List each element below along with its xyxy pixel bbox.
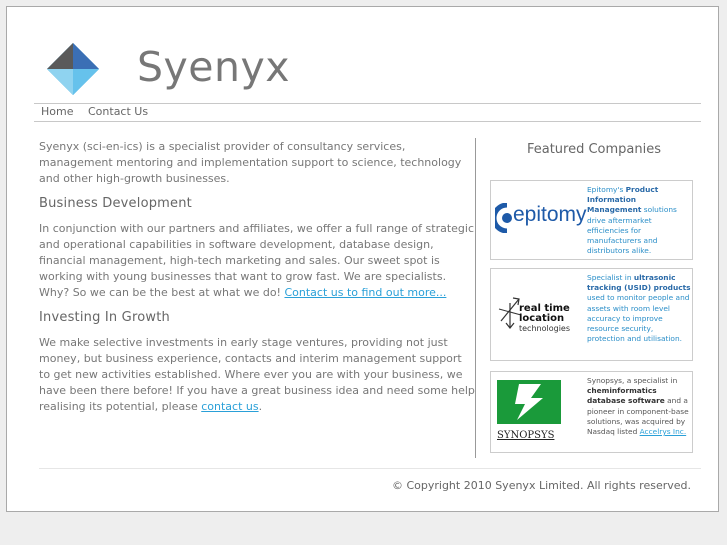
- rtl-logo-line3: technologies: [519, 324, 570, 333]
- contact-us-more-link[interactable]: Contact us to find out more...: [284, 286, 447, 299]
- featured-companies-title: Featured Companies: [526, 142, 662, 157]
- syenyx-logo[interactable]: [45, 41, 291, 101]
- epitomy-logo-text: epitomy: [513, 203, 587, 226]
- copyright-text: © Copyright 2010 Syenyx Limited. All rights reserved.: [391, 479, 691, 492]
- rtl-logo-line1: real time: [519, 303, 570, 314]
- epitomy-desc-pre: Epitomy's: [587, 185, 626, 194]
- synopsys-desc-mid: and a pioneer in component-base solutions, was acquired by Nasdaq listed: [587, 396, 689, 437]
- rtl-description: [587, 273, 691, 344]
- nav-home[interactable]: Home: [41, 105, 74, 118]
- investing-end: .: [258, 400, 263, 413]
- investing-heading: Investing In Growth: [39, 310, 170, 325]
- synopsys-logo[interactable]: [495, 380, 583, 446]
- epitomy-logo[interactable]: [495, 199, 587, 239]
- main-content: [39, 139, 475, 415]
- accelrys-link[interactable]: Accelrys Inc.: [639, 427, 687, 437]
- investing-body: We make selective investments in early stage ventures, providing not just money, but business experience, contacts and interim management support to get new activities established. Where ever you are with your business, we have been there before! If you have a great business idea and need some help realising its potential, please: [39, 336, 475, 413]
- business-body: In conjunction with our partners and affiliates, we offer a full range of strategic and operational capabilities in software development, database design, financial management, high-tech marketing and sales. Our sweet spot is working with young businesses that want to grow fast. We are specialists. Why? So we can be the best at what we do!: [39, 222, 475, 299]
- diamond-logo-icon: [45, 41, 105, 99]
- card-rtl[interactable]: [490, 268, 693, 361]
- synopsys-logo-icon: [497, 380, 563, 424]
- card-synopsys[interactable]: [490, 371, 693, 453]
- intro-text: Syenyx (sci-en-ics) is a specialist provider of consultancy services, management mentoring and implementation support to science, technology and other high-growth businesses.: [39, 140, 462, 185]
- page-container: [6, 6, 719, 512]
- epitomy-description: [587, 185, 691, 256]
- rtl-logo[interactable]: [495, 291, 583, 341]
- synopsys-description: [587, 376, 691, 437]
- contact-us-link[interactable]: contact us: [201, 400, 259, 413]
- logo-text: Syenyx: [137, 43, 291, 91]
- rtl-logo-line2: location: [519, 313, 565, 324]
- rtl-desc-pre: Specialist in: [587, 273, 634, 282]
- synopsys-desc-pre: Synopsys, a specialist in: [587, 376, 678, 385]
- rtl-desc-post: used to monitor people and assets with room level accuracy to improve resource security, protection and utilisation.: [587, 293, 690, 344]
- investing-text: [39, 335, 475, 415]
- epitomy-desc-bold: Product Information Management: [587, 185, 659, 215]
- synopsys-logo-text: SYNOPSYS: [497, 430, 555, 441]
- footer-divider: [39, 468, 701, 469]
- nav-contact-us[interactable]: Contact Us: [88, 105, 149, 118]
- rtl-desc-bold: ultrasonic tracking (USID) products: [587, 273, 691, 293]
- epitomy-desc-post: solutions drive aftermarket efficiencies for manufacturers and distributors alike.: [587, 205, 677, 256]
- top-nav: [34, 103, 701, 122]
- business-heading: Business Development: [39, 196, 192, 211]
- business-text: [39, 221, 475, 301]
- card-epitomy[interactable]: [490, 180, 693, 260]
- vertical-divider: [475, 138, 476, 458]
- synopsys-desc-bold: cheminformatics database software: [587, 386, 665, 406]
- epitomy-mark-icon: [495, 203, 515, 233]
